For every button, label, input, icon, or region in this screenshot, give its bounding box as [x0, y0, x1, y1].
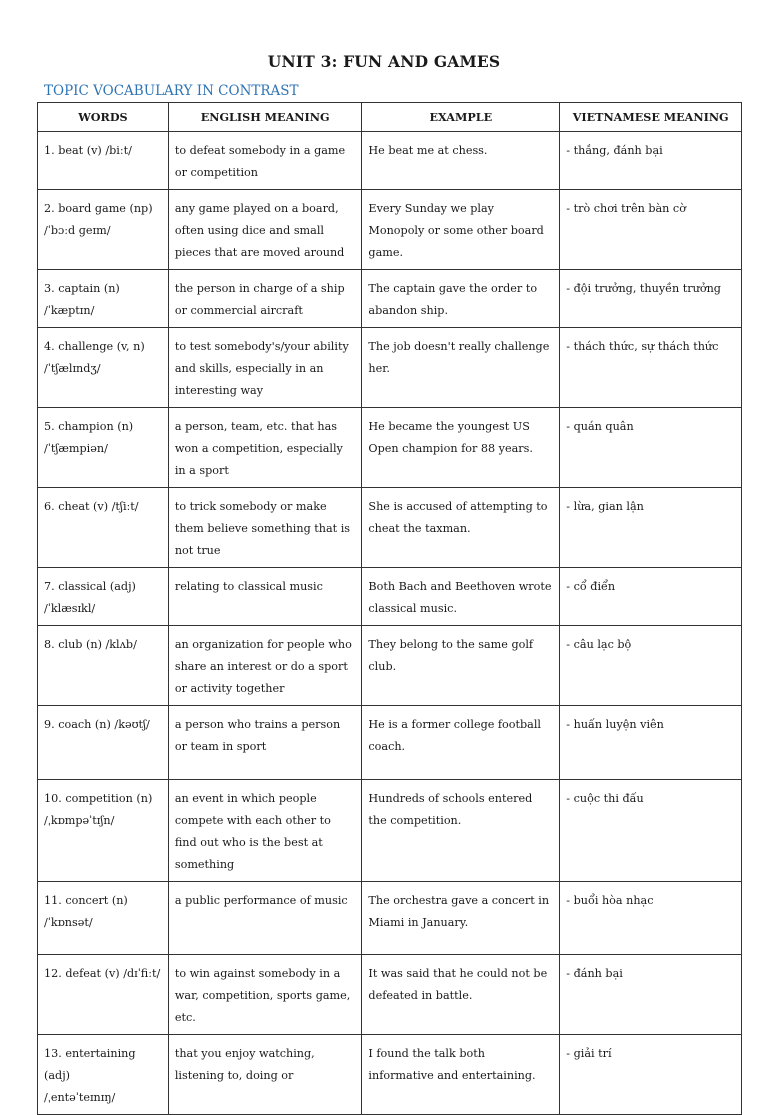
word-cell — [38, 488, 169, 568]
pronunciation-text: /ˈkɒnsət/ — [44, 916, 93, 929]
word-cell — [38, 132, 169, 190]
table-row — [38, 190, 742, 270]
word-cell — [38, 1035, 169, 1115]
vietnamese-meaning-cell: - đánh bại — [560, 955, 742, 1035]
example-cell: He is a former college football coach. — [362, 706, 560, 780]
word-text: 2. board game (np) — [44, 202, 153, 215]
table-row — [38, 882, 742, 955]
word-cell — [38, 780, 169, 882]
table-row — [38, 270, 742, 328]
word-text: 3. captain (n) — [44, 282, 120, 295]
page-title: UNIT 3: FUN AND GAMES — [267, 52, 501, 71]
table-row — [38, 626, 742, 706]
vietnamese-meaning-cell: - quán quân — [560, 408, 742, 488]
word-cell — [38, 955, 169, 1035]
example-cell: The orchestra gave a concert in Miami in January. — [362, 882, 560, 955]
example-cell: The captain gave the order to abandon ship. — [362, 270, 560, 328]
table-row — [38, 408, 742, 488]
word-cell — [38, 568, 169, 626]
pronunciation-text: /ˈtʃæmpiən/ — [44, 442, 108, 455]
pronunciation-text: /ˈtʃælɪndʒ/ — [44, 362, 101, 375]
word-text: 4. challenge (v, n) — [44, 340, 145, 353]
example-cell: She is accused of attempting to cheat the taxman. — [362, 488, 560, 568]
english-meaning-cell: to test somebody's/your ability and skills, especially in an interesting way — [168, 328, 362, 408]
vocabulary-table-body — [38, 132, 742, 1115]
vietnamese-meaning-cell: - câu lạc bộ — [560, 626, 742, 706]
vietnamese-meaning-cell: - giải trí — [560, 1035, 742, 1115]
pronunciation-text: /ˌentəˈteɪnɪŋ/ — [44, 1091, 116, 1104]
vietnamese-meaning-cell: - đội trưởng, thuyền trưởng — [560, 270, 742, 328]
english-meaning-cell: a person, team, etc. that has won a competition, especially in a sport — [168, 408, 362, 488]
vietnamese-meaning-cell: - thắng, đánh bại — [560, 132, 742, 190]
english-meaning-cell: an organization for people who share an interest or do a sport or activity together — [168, 626, 362, 706]
table-row — [38, 568, 742, 626]
example-cell: He beat me at chess. — [362, 132, 560, 190]
word-cell — [38, 328, 169, 408]
header-words: WORDS — [38, 103, 169, 132]
english-meaning-cell: an event in which people compete with each other to find out who is the best at something — [168, 780, 362, 882]
header-english-meaning: ENGLISH MEANING — [168, 103, 362, 132]
word-cell — [38, 706, 169, 780]
word-text: 7. classical (adj) — [44, 580, 136, 593]
section-subtitle: TOPIC VOCABULARY IN CONTRAST — [44, 83, 299, 99]
english-meaning-cell: to win against somebody in a war, competition, sports game, etc. — [168, 955, 362, 1035]
pronunciation-text: /ˈklæsɪkl/ — [44, 602, 96, 615]
word-text: 9. coach (n) /kəʊtʃ/ — [44, 718, 150, 731]
pronunciation-text: /ˈkæptɪn/ — [44, 304, 95, 317]
word-text: 11. concert (n) — [44, 894, 128, 907]
table-header-row — [38, 103, 742, 132]
word-text: 10. competition (n) — [44, 792, 153, 805]
table-row — [38, 1035, 742, 1115]
word-cell — [38, 882, 169, 955]
word-cell — [38, 626, 169, 706]
table-row — [38, 780, 742, 882]
word-text: 12. defeat (v) /dɪˈfiːt/ — [44, 967, 161, 980]
pronunciation-text: /ˌkɒmpəˈtɪʃn/ — [44, 814, 115, 827]
vietnamese-meaning-cell: - cuộc thi đấu — [560, 780, 742, 882]
english-meaning-cell: that you enjoy watching, listening to, doing or — [168, 1035, 362, 1115]
table-row — [38, 706, 742, 780]
vietnamese-meaning-cell: - lừa, gian lận — [560, 488, 742, 568]
english-meaning-cell: relating to classical music — [168, 568, 362, 626]
english-meaning-cell: the person in charge of a ship or commercial aircraft — [168, 270, 362, 328]
word-text: 5. champion (n) — [44, 420, 134, 433]
example-cell: I found the talk both informative and entertaining. — [362, 1035, 560, 1115]
example-cell: The job doesn't really challenge her. — [362, 328, 560, 408]
english-meaning-cell: to trick somebody or make them believe something that is not true — [168, 488, 362, 568]
table-row — [38, 488, 742, 568]
word-text: 8. club (n) /klʌb/ — [44, 638, 137, 651]
example-cell: He became the youngest US Open champion for 88 years. — [362, 408, 560, 488]
english-meaning-cell: a person who trains a person or team in sport — [168, 706, 362, 780]
header-vietnamese-meaning: VIETNAMESE MEANING — [560, 103, 742, 132]
table-row — [38, 132, 742, 190]
vietnamese-meaning-cell: - cổ điển — [560, 568, 742, 626]
example-cell: It was said that he could not be defeated in battle. — [362, 955, 560, 1035]
example-cell: Every Sunday we play Monopoly or some other board game. — [362, 190, 560, 270]
example-cell: They belong to the same golf club. — [362, 626, 560, 706]
english-meaning-cell: a public performance of music — [168, 882, 362, 955]
vietnamese-meaning-cell: - thách thức, sự thách thức — [560, 328, 742, 408]
word-text: 6. cheat (v) /tʃiːt/ — [44, 500, 139, 513]
english-meaning-cell: to defeat somebody in a game or competition — [168, 132, 362, 190]
header-example: EXAMPLE — [362, 103, 560, 132]
table-row — [38, 328, 742, 408]
word-cell — [38, 270, 169, 328]
english-meaning-cell: any game played on a board, often using dice and small pieces that are moved around — [168, 190, 362, 270]
example-cell: Hundreds of schools entered the competition. — [362, 780, 560, 882]
pronunciation-text: /ˈbɔːd ɡeɪm/ — [44, 224, 111, 237]
vietnamese-meaning-cell: - buổi hòa nhạc — [560, 882, 742, 955]
word-text: 13. entertaining (adj) — [44, 1047, 136, 1082]
word-cell — [38, 190, 169, 270]
word-cell — [38, 408, 169, 488]
table-row — [38, 955, 742, 1035]
example-cell: Both Bach and Beethoven wrote classical music. — [362, 568, 560, 626]
vietnamese-meaning-cell: - trò chơi trên bàn cờ — [560, 190, 742, 270]
vocabulary-table — [37, 102, 742, 1115]
vietnamese-meaning-cell: - huấn luyện viên — [560, 706, 742, 780]
word-text: 1. beat (v) /biːt/ — [44, 144, 132, 157]
